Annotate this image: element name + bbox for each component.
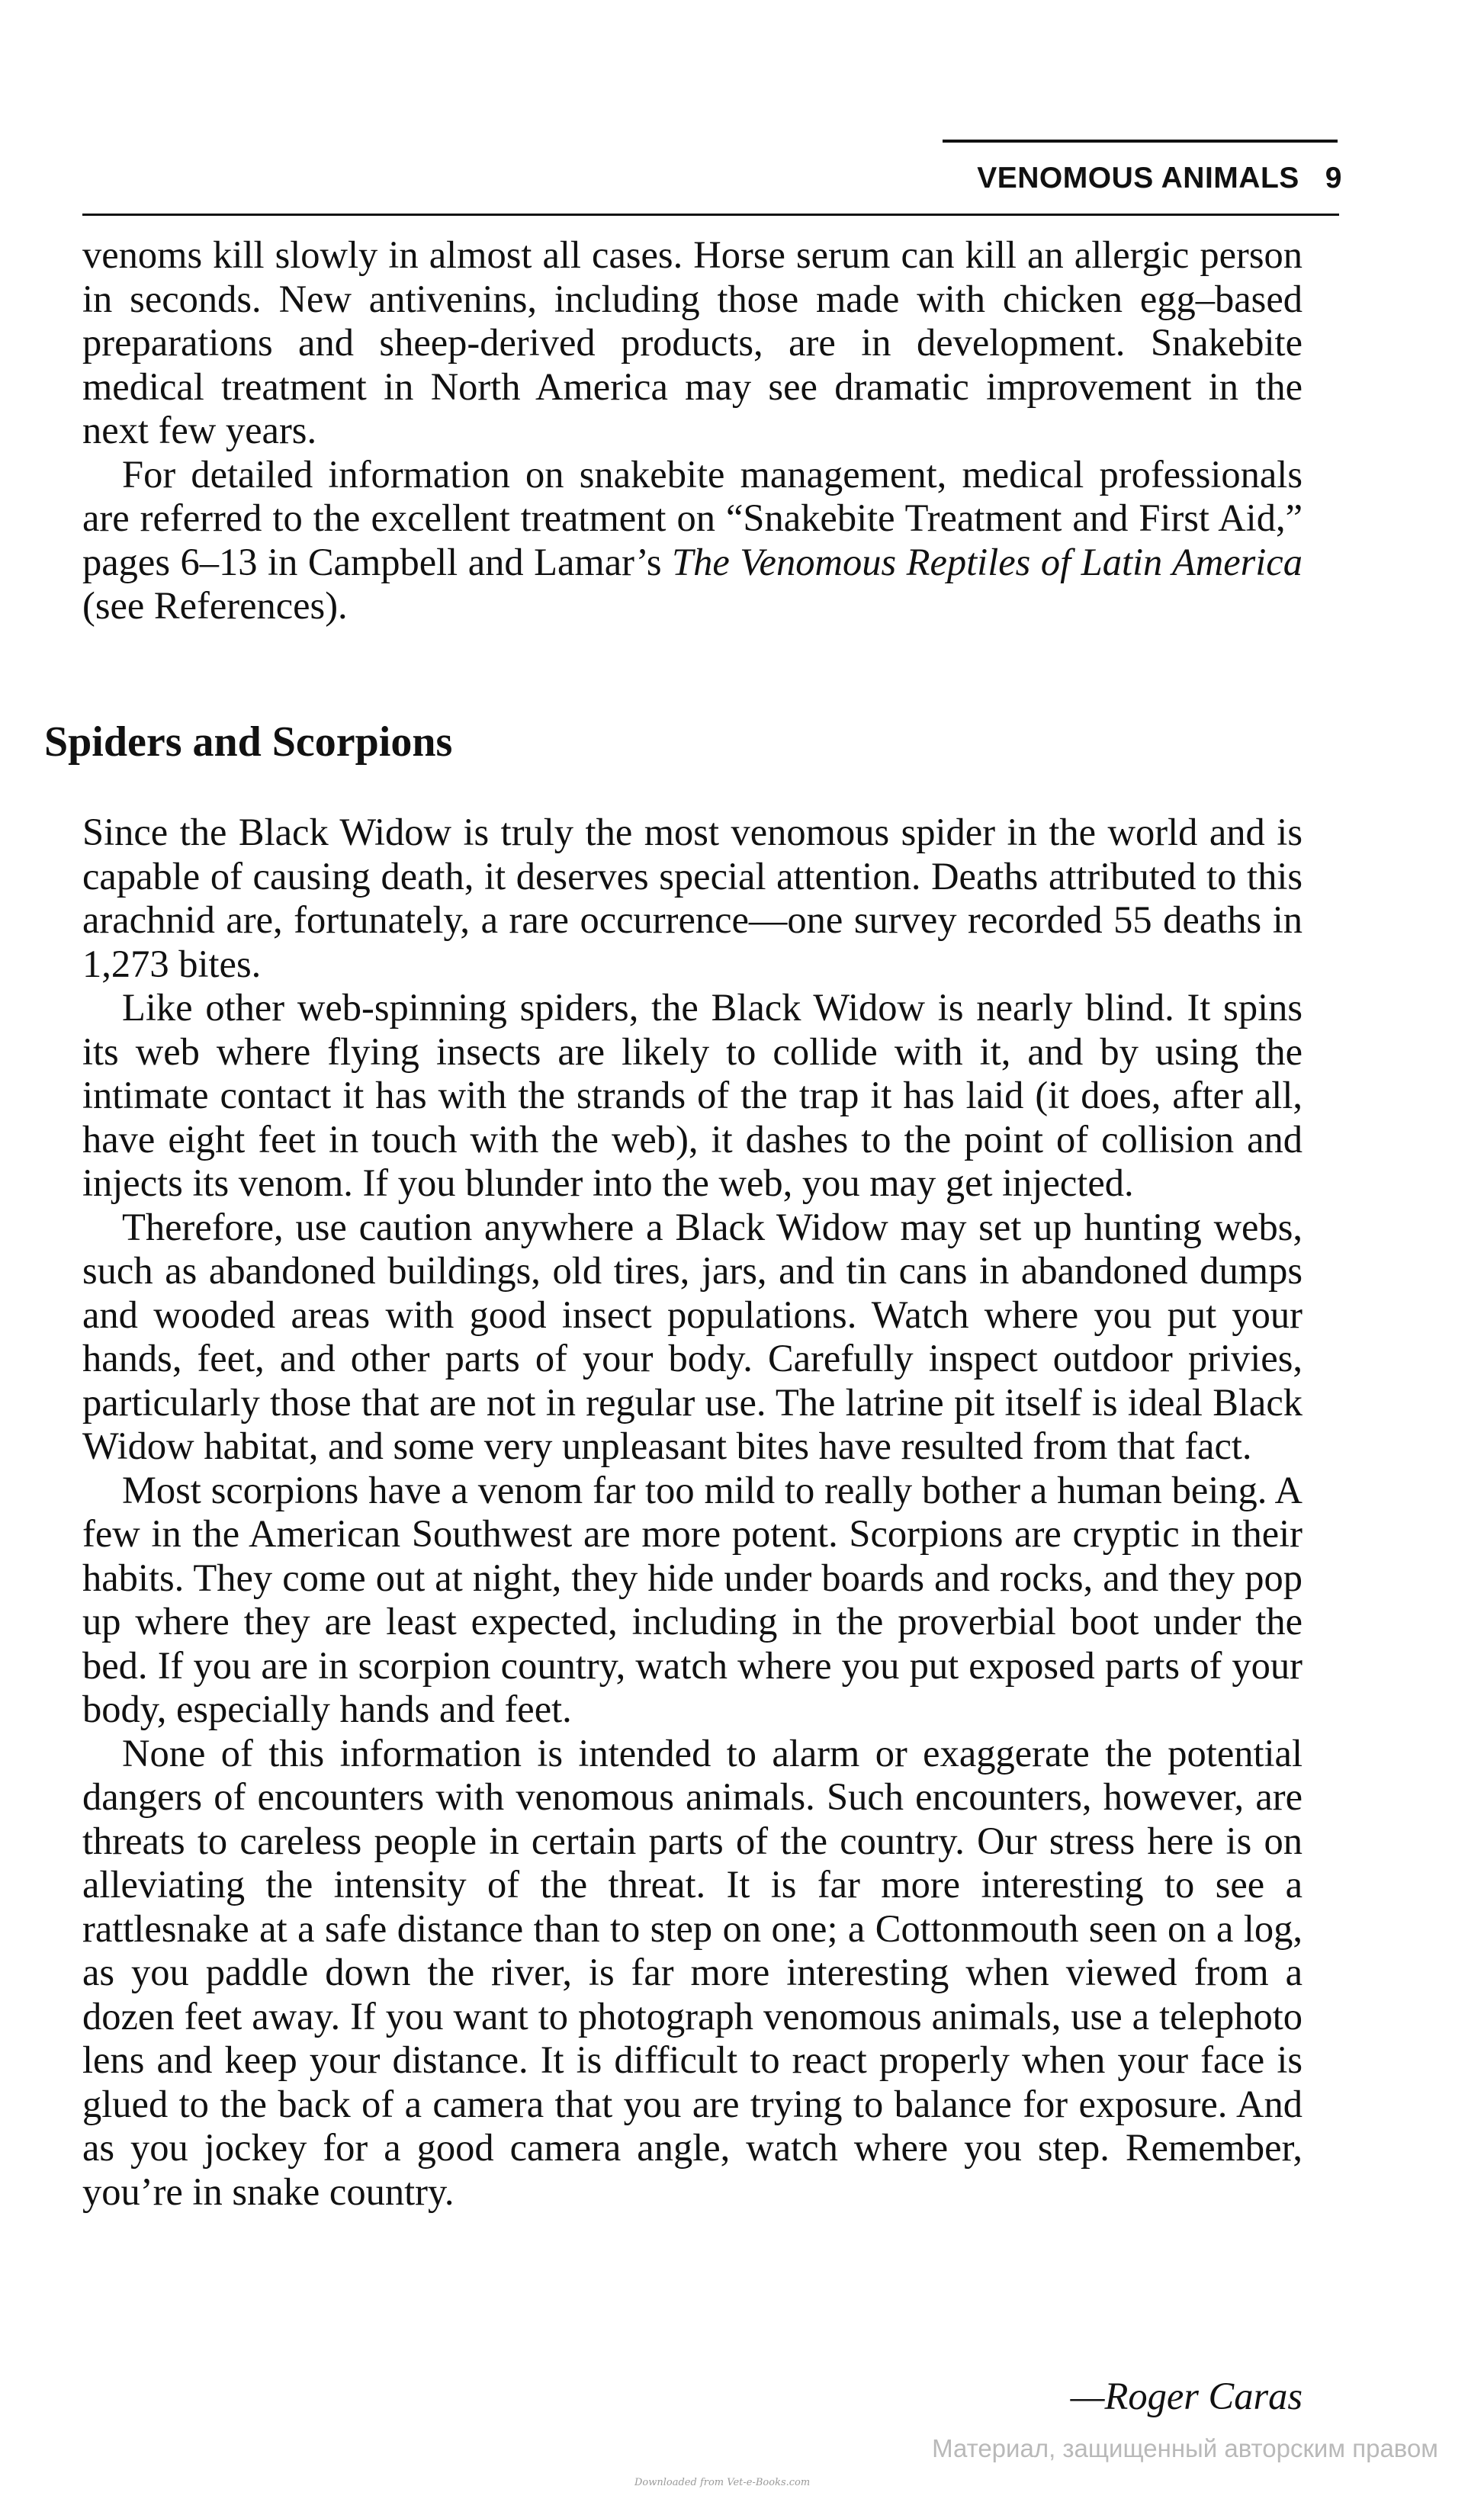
paragraph-scorpions: Most scorpions have a venom far too mild to really bother a human being. A few in the American Southwest are more potent. Scorpions are cryptic in their habits. They come out at night, they hide under boards and rocks, and they pop up where they are least expected, including in the proverbial boot under the bed. If you are in scorpion country, watch where you put exposed parts of your body, especially hands and feet. [82, 1468, 1303, 1730]
paragraph-text: (see References). [82, 584, 348, 627]
paragraph-closing: None of this information is intended to alarm or exaggerate the potential dangers of encounters with venomous animals. Such encounters, however, are threats to careless people in certain parts of the country. Our stress here is on alleviating the intensity of the threat. It is far more interesting to see a rattlesnake at a safe distance than to step on one; a Cottonmouth seen on a log, as you paddle down the river, is far more interesting when viewed from a dozen feet away. If you want to photograph venomous animals, use a telephoto lens and keep your distance. It is difficult to react properly when your face is glued to the back of a camera that you are trying to balance for exposure. And as you jockey for a good camera angle, watch where you step. Remember, you’re in snake country. [82, 1731, 1303, 2213]
page-number: 9 [1325, 162, 1342, 194]
section-heading: Spiders and Scorpions [44, 718, 453, 766]
paragraph-references [82, 453, 1303, 628]
paragraph-caution: Therefore, use caution anywhere a Black Widow may set up hunting webs, such as abandoned buildings, old tires, jars, and tin cans in abandoned dumps and wooded areas with good insect populations. Watch where you put your hands, feet, and other parts of your body. Carefully inspect outdoor privies, particularly those that are not in regular use. The latrine pit itself is ideal Black Widow habitat, and some very unpleasant bites have resulted from that fact. [82, 1205, 1303, 1467]
running-head [839, 162, 1342, 195]
continued-text-block [82, 233, 1303, 628]
book-title: The Venomous Reptiles of Latin America [672, 540, 1303, 583]
running-title: VENOMOUS ANIMALS [977, 162, 1299, 194]
download-note: Downloaded from Vet-e-Books.com [634, 2477, 811, 2488]
paragraph-black-widow-intro: Since the Black Widow is truly the most venomous spider in the world and is capable of causing death, it deserves special attention. Deaths attributed to this arachnid are, fortunately, a rare occurrence—one survey recorded 55 deaths in 1,273 bites. [82, 811, 1303, 985]
paragraph-text: venoms kill slowly in almost all cases. Horse serum can kill an allergic person in seconds. New antivenins, including those made with chicken egg–based preparations and sheep-derived products, are in development. Snakebite medical treatment in North America may see dramatic improvement in the next few years. [82, 233, 1303, 451]
header-rule-bottom [82, 214, 1339, 216]
header-rule-top [943, 140, 1338, 143]
paragraph-web-spinning: Like other web-spinning spiders, the Black Widow is nearly blind. It spins its web where flying insects are likely to collide with it, and by using the intimate contact it has with the strands of the trap it has laid (it does, after all, have eight feet in touch with the web), it dashes to the point of collision and injects its venom. If you blunder into the web, you may get injected. [82, 986, 1303, 1204]
section-text-block [82, 811, 1303, 2214]
author-signature: —Roger Caras [1070, 2375, 1303, 2417]
paragraph-continued [82, 233, 1303, 453]
copyright-watermark: Материал, защищенный авторским правом [932, 2434, 1438, 2462]
paragraph-text: For detailed information on snakebite management, medical professionals are referred to the excellent treatment on “Snakebite Treatment and First Aid,” pages 6–13 in Campbell and Lamar’s [82, 452, 1303, 583]
